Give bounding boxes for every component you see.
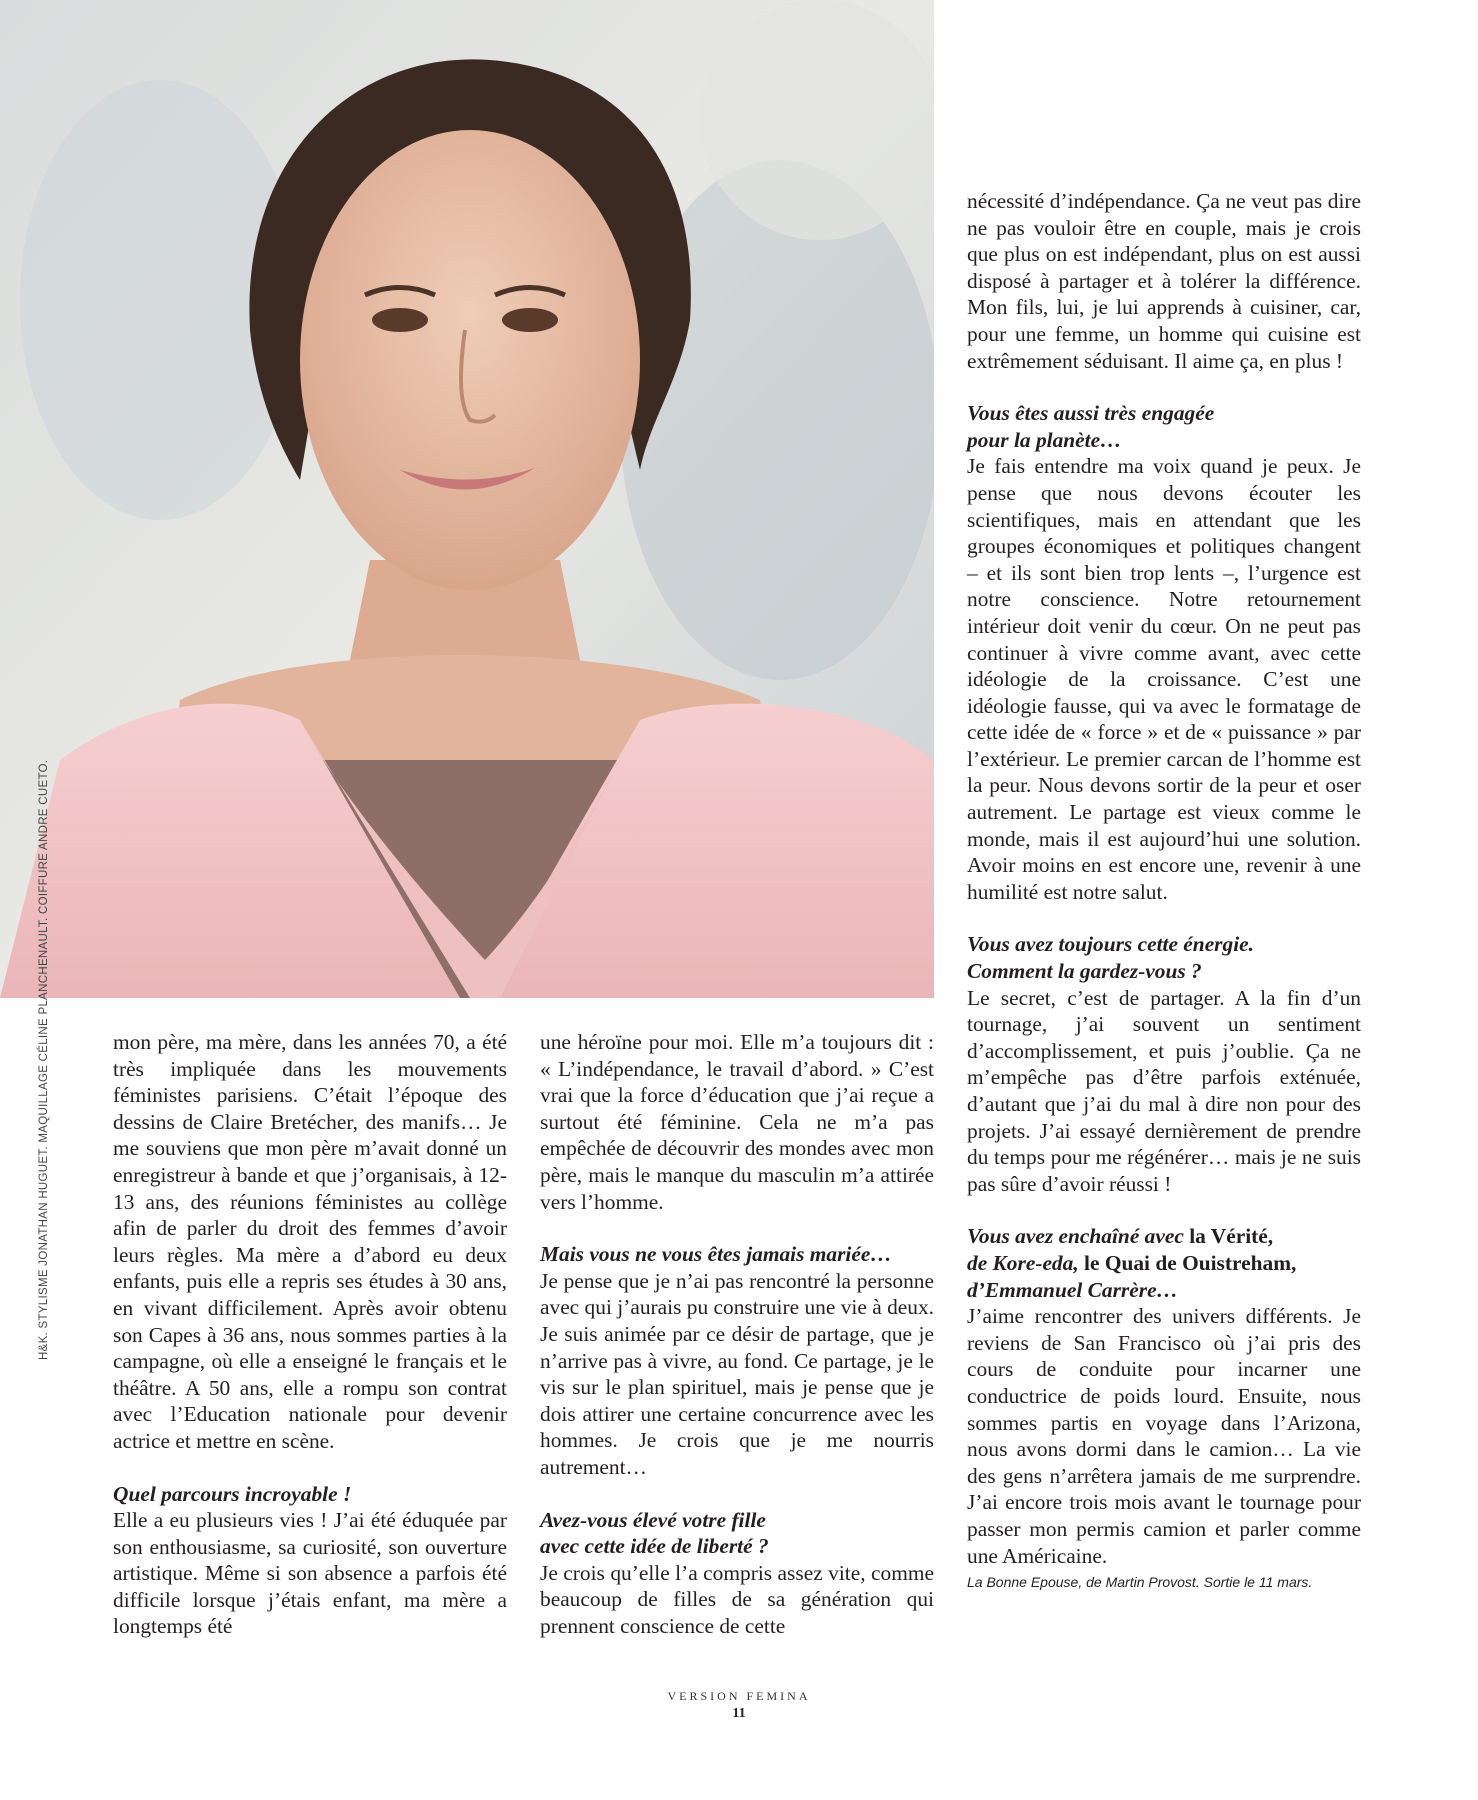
magazine-name: VERSION FEMINA	[667, 1689, 811, 1703]
question: Vous êtes aussi très engagée pour la planète…	[967, 401, 1215, 452]
film-note: La Bonne Epouse, de Martin Provost. Sortie le 11 mars.	[967, 1574, 1313, 1591]
question: Mais vous ne vous êtes jamais mariée…	[540, 1242, 892, 1267]
answer: Elle a eu plusieurs vies ! J’ai été éduquée par son enthousiasme, sa curiosité, son ouverture artistique. Même si son absence a parfois été difficile lorsque j’étais enfant, ma mère a longtemps été	[113, 1508, 507, 1639]
page-number: 11	[732, 1706, 746, 1721]
question: Avez-vous élevé votre fille avec cette idée de liberté ?	[540, 1507, 769, 1559]
answer: Je crois qu’elle l’a compris assez vite, comme beaucoup de filles de sa génération qui prennent conscience de cette	[540, 1560, 934, 1638]
question: Vous avez enchaîné avec la Vérité, de Kore-eda, le Quai de Ouistreham, d’Emmanuel Carrère…	[967, 1224, 1297, 1302]
paragraph: une héroïne pour moi. Elle m’a toujours dit : « L’indépendance, le travail d’abord. » C’est vrai que la force d’éducation que j’ai reçue a surtout été féminine. Cela ne m’a pas empêchée de découvrir des mondes avec mon père, mais le manque du masculin m’a attirée vers l’homme.	[540, 1030, 934, 1214]
question: Vous avez toujours cette énergie. Comment la gardez-vous ?	[967, 932, 1254, 984]
answer: Le secret, c’est de partager. A la fin d’un tournage, j’ai souvent un sentiment d’accomplissement, et puis j’oublie. Ça ne m’empêche pas d’être parfois exténuée, d’autant que j’ai du mal à dire non pour des projets. J’ai essayé dernièrement de prendre du temps pour me régénérer… mais je ne suis pas sûre d’avoir réussi !	[967, 985, 1361, 1196]
middle-column	[540, 1029, 934, 1639]
question: Quel parcours incroyable !	[113, 1481, 352, 1506]
portrait-photo-icon	[0, 0, 934, 998]
answer: Je pense que je n’ai pas rencontré la personne avec qui j’aurais pu construire une vie à deux. Je suis animée par ce désir de partage, que je n’arrive pas à vivre, au fond. Ce partage, je le vis sur le plan spirituel, mais je pense que je dois attirer une certaine concurrence avec les hommes. Je crois que je me nourris autrement…	[540, 1268, 934, 1479]
portrait-photo	[0, 0, 934, 998]
paragraph: nécessité d’indépendance. Ça ne veut pas dire ne pas vouloir être en couple, mais je crois que plus on est indépendant, plus on est aussi disposé à partager et à tolérer la différence. Mon fils, lui, je lui apprends à cuisiner, car, pour une femme, un homme qui cuisine est extrêmement séduisant. Il aime ça, en plus !	[967, 189, 1361, 373]
answer: J’aime rencontrer des univers différents. Je reviens de San Francisco où j’ai pris des cours de conduite pour incarner une conductrice de poids lourd. Ensuite, nous sommes partis en voyage dans l’Arizona, nous avons dormi dans le camion… La vie des gens n’arrêtera jamais de me surprendre. J’ai encore trois mois avant le tournage pour passer mon permis camion et parler comme une Américaine.	[967, 1304, 1361, 1568]
right-column	[967, 188, 1361, 1596]
paragraph: mon père, ma mère, dans les années 70, a été très impliquée dans les mouvements féministes parisiens. C’était l’époque des dessins de Claire Bretécher, des manifs… Je me souviens que mon père m’avait donné un enregistreur à bande et que j’organisais, à 12-13 ans, des réunions féministes au collège afin de parler du droit des femmes d’avoir leurs règles. Ma mère a d’abord eu deux enfants, puis elle a repris ses études à 30 ans, en vivant difficilement. Après avoir obtenu son Capes à 36 ans, nous sommes parties à la campagne, où elle a enseigné le français et le théâtre. A 50 ans, elle a rompu son contrat avec l’Education nationale pour devenir actrice et mettre en scène.	[113, 1030, 507, 1453]
photo-credit: H&K. STYLISME JONATHAN HUGUET. MAQUILLAGE CÉLINE PLANCHENAULT. COIFFURE ANDRE CUETO.	[38, 759, 50, 1360]
left-column	[113, 1029, 507, 1640]
answer: Je fais entendre ma voix quand je peux. Je pense que nous devons écouter les scientifiques, mais en attendant que les groupes économiques et politiques changent – et ils sont bien trop lents –, l’urgence est notre conscience. Notre retournement intérieur doit venir du cœur. On ne peut pas continuer à vivre comme avant, avec cette idéologie de la croissance. C’est une idéologie fausse, qui va avec le formatage de cette idée de « force » et de « puissance » par l’extérieur. Le premier carcan de l’homme est la peur. Nous devons sortir de la peur et oser autrement. Le partage est vieux comme le monde, mais il est aujourd’hui une solution. Avoir moins en est encore une, revenir à une humilité est notre salut.	[967, 454, 1361, 904]
